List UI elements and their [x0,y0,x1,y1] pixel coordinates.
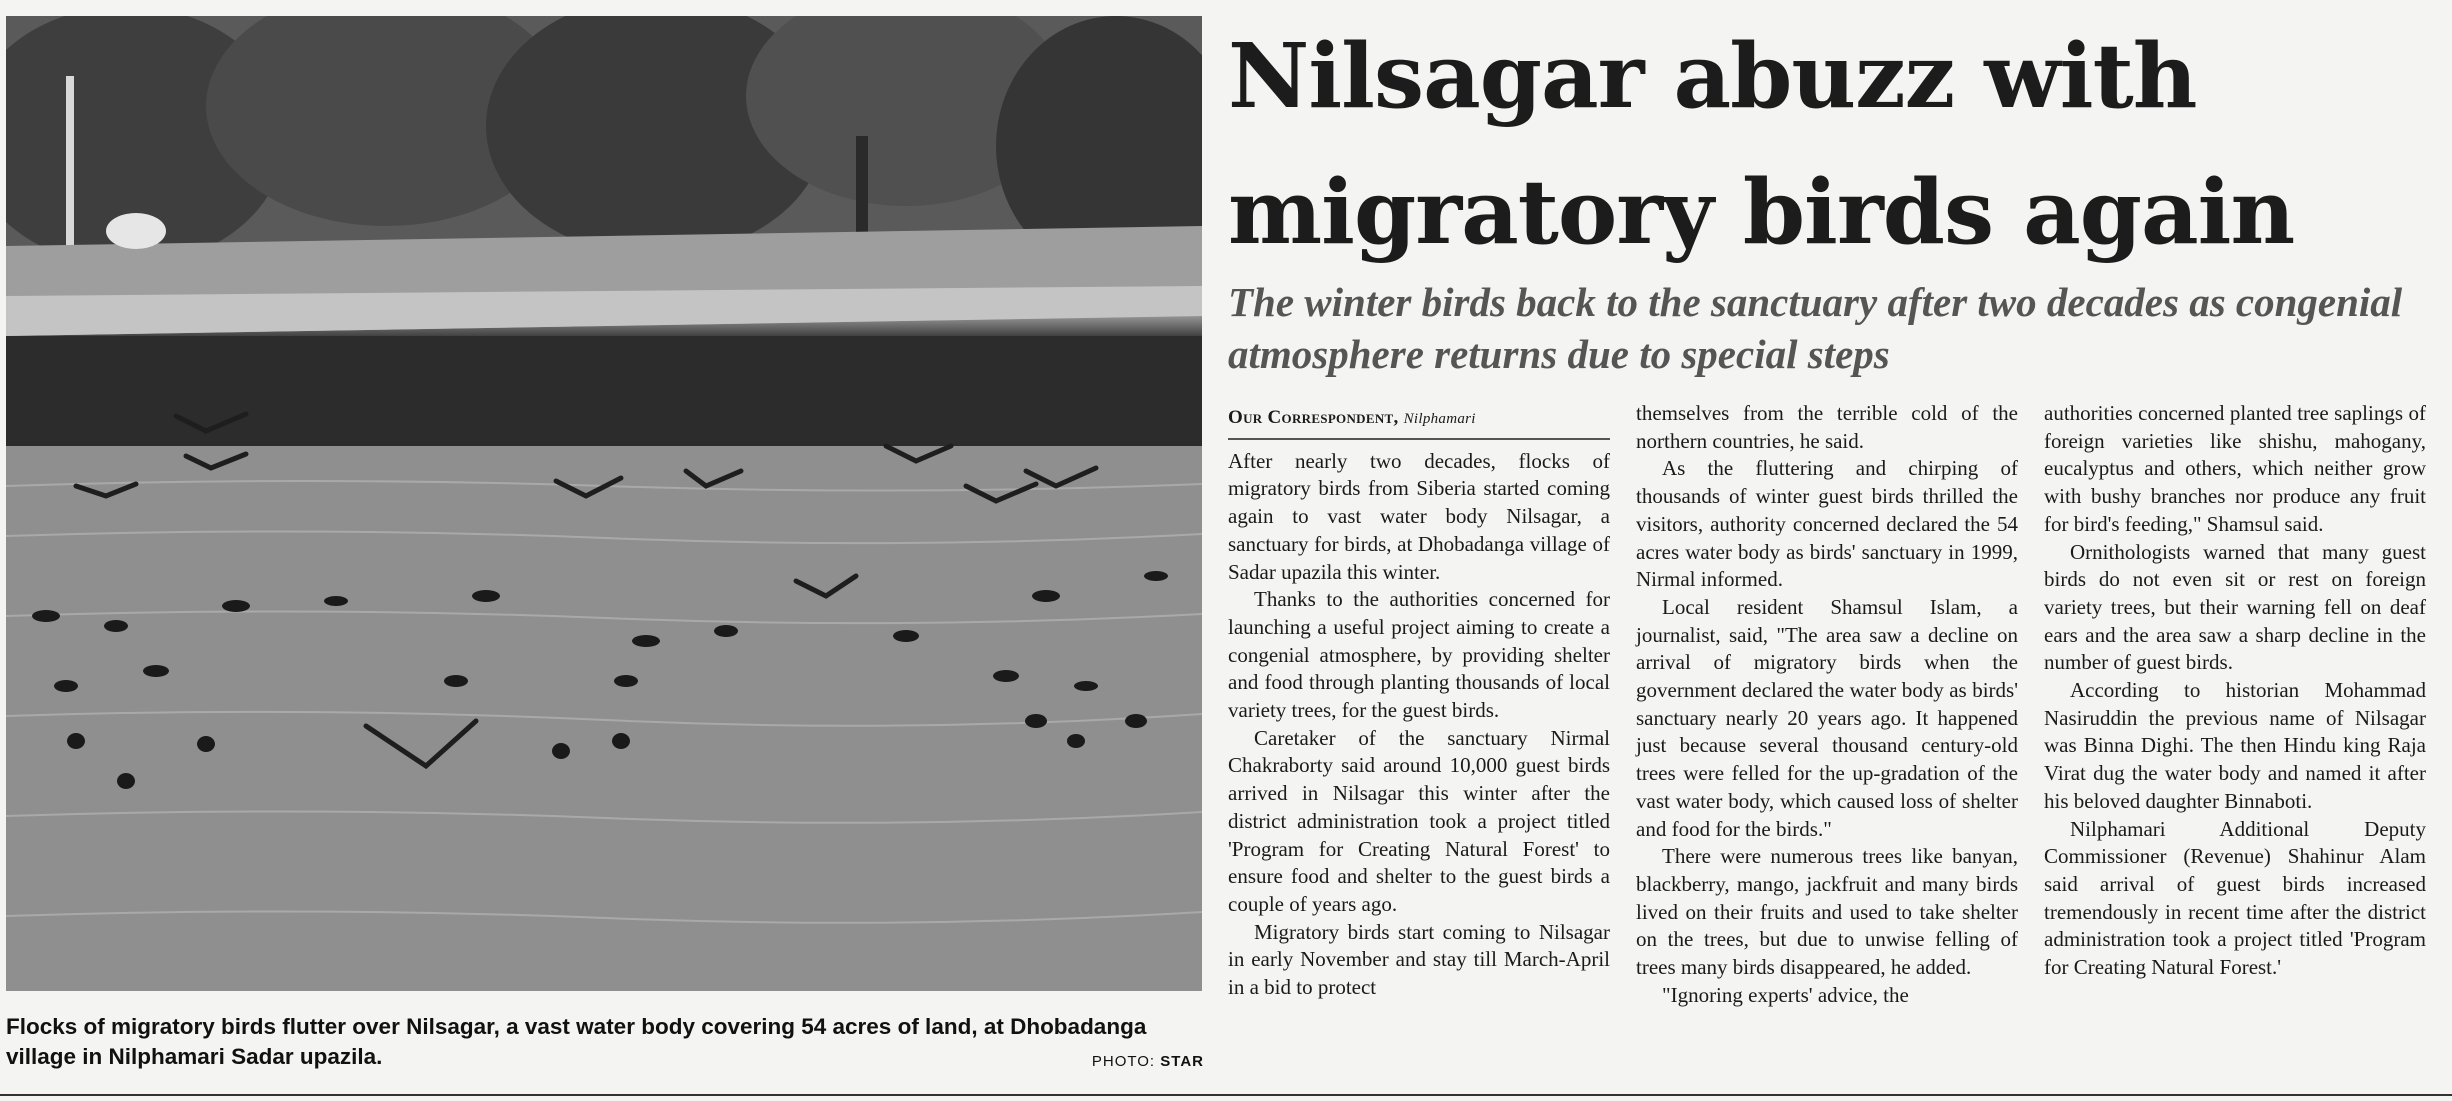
paragraph: Caretaker of the sanctuary Nirmal Chakraborty said around 10,000 guest birds arrived in Nilsagar this winter after the district administration took a project titled 'Program for Creating Natural Forest' to ensure food and shelter to the guest birds a couple of years ago. [1228,725,1610,916]
bottom-rule [0,1094,2452,1096]
paragraph: As the fluttering and chirping of thousands of winter guest birds thrilled the visitors, authority concerned declared the 54 acres water body as birds' sanctuary in 1999, Nirmal informed. [1636,456,2018,592]
paragraph: There were numerous trees like banyan, blackberry, mango, jackfruit and many birds lived on their fruits and used to take shelter on the trees, but due to unwise felling of trees many birds disappeared, he added. [1636,844,2018,980]
paragraph: After nearly two decades, flocks of migratory birds from Siberia started coming again to vast water body Nilsagar, a sanctuary for birds, at Dhobadanga village of Sadar upazila this winter. [1228,448,1610,584]
paragraph: Migratory birds start coming to Nilsagar in early November and stay till March-April in a bid to protect [1228,919,1610,1000]
article-column-1 [1228,404,1610,1002]
news-photo-migratory-birds [6,16,1202,991]
article-deck: The winter birds back to the sanctuary after two decades as congenial atmosphere returns due to special steps [1228,279,2403,377]
paragraph: Local resident Shamsul Islam, a journalist, said, "The area saw a decline on arrival of migratory birds when the government declared the water body as birds' sanctuary nearly 20 years ago. It happened just because several thousand century-old trees were felled for the up-gradation of the vast water body, which caused loss of shelter and food for the birds." [1636,594,2018,841]
paragraph: Thanks to the authorities concerned for launching a useful project aiming to create a congenial atmosphere, by providing shelter and food through planting thousands of local variety trees, for the guest birds. [1228,587,1610,723]
byline-role: Our Correspondent, [1228,407,1399,428]
photo-credit-label: PHOTO: [1091,1053,1156,1070]
byline-place: Nilphamari [1403,411,1476,427]
byline [1228,404,1610,440]
paragraph: According to historian Mohammad Nasiruddin the previous name of Nilsagar was Binna Dighi. The then Hindu king Raja Virat dug the water body and named it after his beloved daughter Binnaboti. [2044,678,2426,813]
paragraph: Ornithologists warned that many guest birds do not even sit or rest on foreign variety trees, but their warning fell on deaf ears and the area saw a sharp decline in the number of guest birds. [2044,539,2426,675]
photo-credit-source: STAR [1160,1053,1204,1070]
paragraph: Nilphamari Additional Deputy Commissioner (Revenue) Shahinur Alam said arrival of guest birds increased tremendously in recent time after the district administration took a project titled 'Program for Creating Natural Forest.' [2044,816,2426,980]
paragraph: "Ignoring experts' advice, the [1662,982,1909,1007]
article-column-3 [2044,400,2426,982]
paragraph: authorities concerned planted tree saplings of foreign varieties like shishu, mahogany, eucalyptus and others, which neither grow with bushy branches nor produce any fruit for bird's feeding," Shamsul said. [2044,401,2426,536]
photo-caption: Flocks of migratory birds flutter over Nilsagar, a vast water body covering 54 acres of land, at Dhobadanga village in Nilphamari Sadar upazila. [6,1014,1147,1069]
photo-credit [1088,1053,1204,1070]
article-column-2 [1636,400,2018,1009]
paragraph: themselves from the terrible cold of the northern countries, he said. [1636,401,2018,453]
photo-illustration [6,16,1202,991]
article-headline: Nilsagar abuzz with migratory birds again [1228,23,2295,264]
